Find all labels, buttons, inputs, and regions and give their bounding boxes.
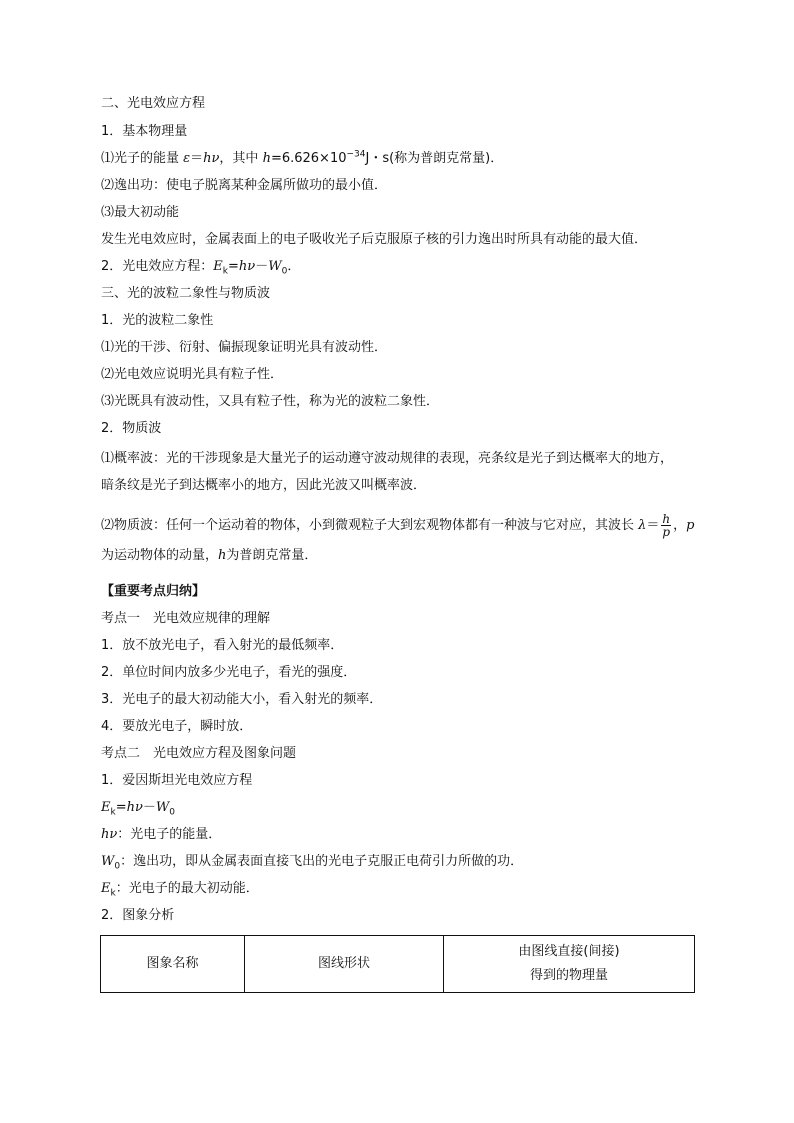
photon-energy-line (101, 151, 503, 167)
epsilon-symbol: ε (183, 151, 191, 166)
subheading-duality (101, 313, 213, 329)
rule-1 (101, 638, 343, 654)
subscript: 0 (281, 266, 288, 277)
text: ：光电子的能量． (117, 827, 222, 842)
text: 2．物质波 (101, 421, 162, 436)
header-text: 图线形状 (317, 956, 370, 971)
einstein-equation (101, 800, 175, 816)
text: 2．单位时间内放多少光电子，看光的强度． (101, 665, 357, 680)
text: － (255, 259, 269, 274)
text: ：光电子的最大初动能． (115, 881, 259, 896)
subscript: k (222, 266, 228, 277)
heading-text: 三、光的波粒二象性与物质波 (101, 286, 271, 301)
max-kinetic-energy-heading (101, 205, 179, 221)
E-symbol: E (101, 881, 111, 896)
text: 为普朗克常量． (226, 548, 318, 563)
text: 2．光电效应方程： (101, 259, 214, 274)
h-symbol: h (203, 151, 212, 166)
text: 考点一 光电效应规律的理解 (101, 611, 271, 626)
E-symbol: E (213, 259, 223, 274)
probability-wave-line-2 (101, 478, 426, 494)
text: 发生光电效应时，金属表面上的电子吸收光子后克服原子核的引力逸出时所具有动能的最大值． (101, 232, 648, 247)
heading-text: 【重要考点归纳】 (101, 584, 206, 599)
W-symbol: W (268, 259, 282, 274)
text: 考点二 光电效应方程及图象问题 (101, 746, 297, 761)
key-points-heading (101, 584, 205, 600)
table-header-row (101, 936, 695, 993)
text: ＝ (190, 151, 204, 166)
h-symbol: h (238, 259, 248, 274)
einstein-equation-heading (101, 773, 252, 789)
photoelectric-equation-line (101, 259, 300, 275)
text: ⑶最大初动能 (101, 205, 180, 220)
table-header-cell (245, 936, 444, 993)
rule-3 (101, 692, 382, 708)
nu-symbol: ν (109, 827, 118, 842)
text: ⑴光子的能量 (101, 151, 184, 166)
graph-analysis-heading (101, 908, 174, 924)
p-symbol: p (686, 518, 695, 533)
duality-item-3 (101, 394, 439, 410)
table-header-cell (444, 936, 695, 993)
subscript: k (110, 807, 116, 818)
key-point-2-title (101, 746, 296, 762)
text: － (142, 800, 156, 815)
nu-symbol: ν (211, 151, 220, 166)
max-kinetic-energy-definition (101, 232, 647, 248)
text: ． (287, 259, 301, 274)
rule-2 (101, 665, 356, 681)
W-symbol: W (155, 800, 170, 815)
probability-wave-line-1 (101, 451, 673, 467)
h-over-p-fraction (661, 513, 671, 538)
header-text: 得到的物理量 (529, 968, 608, 983)
lambda-symbol: λ (638, 518, 647, 533)
text: ， (673, 518, 687, 533)
text: ⑵光电效应说明光具有粒子性． (101, 367, 284, 382)
text: = (228, 259, 239, 274)
subheading-matter-wave (101, 421, 161, 437)
h-symbol: h (262, 151, 271, 166)
matter-wave-line-1 (101, 513, 694, 538)
nu-symbol: ν (247, 259, 256, 274)
subheading-basic-quantities (101, 124, 187, 140)
text: 暗条纹是光子到达概率小的地方，因此光波又叫概率波． (101, 478, 427, 493)
header-text: 由图线直接(间接) (518, 944, 620, 959)
text: ：逸出功，即从金属表面直接飞出的光电子克服正电荷引力所做的功． (120, 854, 524, 869)
fraction-numerator: h (662, 512, 671, 526)
text: 2．图象分析 (101, 908, 175, 923)
E-symbol: E (101, 800, 111, 815)
text: ⑵物质波：任何一个运动着的物体，小到微观粒子大到宏观物体都有一种波与它对应，其波长 (101, 518, 639, 533)
exponent: −34 (346, 149, 366, 160)
matter-wave-line-2 (101, 548, 317, 564)
text: 3．光电子的最大初动能大小，看入射光的频率． (101, 692, 383, 707)
key-point-1-title (101, 611, 270, 627)
text: =6.626×10 (270, 151, 347, 166)
text: ⑴概率波：光的干涉现象是大量光子的运动遵守波动规律的表现，亮条纹是光子到达概率大的地方， (101, 451, 674, 466)
text: 1．光的波粒二象性 (101, 313, 214, 328)
work-function-definition (101, 854, 523, 870)
header-text: 图象名称 (146, 956, 199, 971)
graph-analysis-table (100, 935, 695, 993)
text: J・s(称为普朗克常量)． (365, 151, 504, 166)
work-function-line (101, 178, 387, 194)
section-heading-wave-particle (101, 286, 270, 302)
section-heading-photoelectric-equation (101, 96, 205, 112)
fraction-denominator: p (662, 525, 671, 539)
h-symbol: h (218, 548, 227, 563)
kinetic-energy-definition (101, 881, 259, 897)
text: ⑴光的干涉、衍射、偏振现象证明光具有波动性． (101, 340, 388, 355)
table-header-cell (101, 936, 245, 993)
text: ＝ (646, 518, 660, 533)
subscript: 0 (114, 861, 121, 872)
text: 为运动物体的动量， (101, 548, 219, 563)
nu-symbol: ν (135, 800, 143, 815)
text: 1．放不放光电子，看入射光的最低频率． (101, 638, 344, 653)
h-symbol: h (126, 800, 135, 815)
duality-item-2 (101, 367, 283, 383)
text: 4．要放光电子，瞬时放． (101, 719, 253, 734)
h-symbol: h (101, 827, 110, 842)
rule-4 (101, 719, 252, 735)
text: ⑵逸出功：使电子脱离某种金属所做功的最小值． (101, 178, 388, 193)
W-symbol: W (101, 854, 115, 869)
text: ，其中 (219, 151, 263, 166)
text: ⑶光既具有波动性，又具有粒子性，称为光的波粒二象性． (101, 394, 440, 409)
text: = (115, 800, 127, 815)
photon-energy-definition (101, 827, 221, 843)
subscript: k (110, 888, 116, 899)
duality-item-1 (101, 340, 387, 356)
subscript: 0 (169, 807, 176, 818)
heading-text: 二、光电效应方程 (101, 96, 206, 111)
subheading-text: 1．基本物理量 (101, 124, 188, 139)
text: 1．爱因斯坦光电效应方程 (101, 773, 253, 788)
